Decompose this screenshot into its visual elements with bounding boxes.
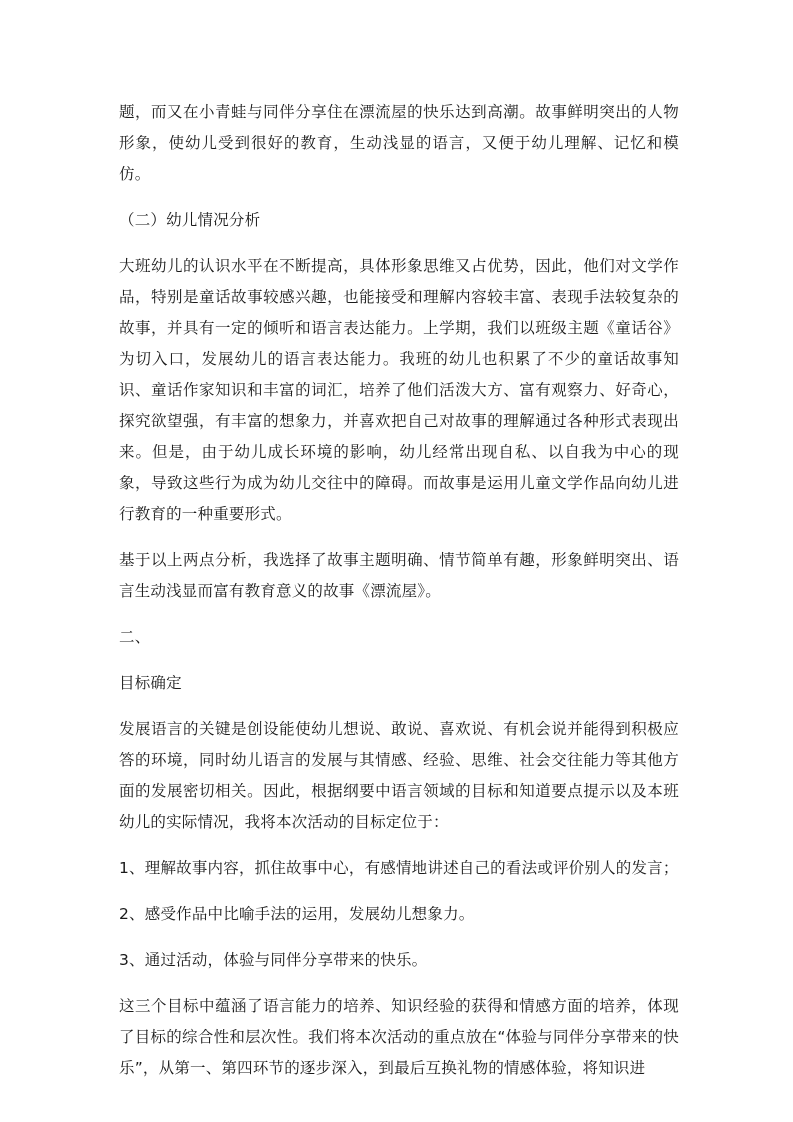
paragraph-goals-intro: 发展语言的关键是创设能使幼儿想说、敢说、喜欢说、有机会说并能得到积极应答的环境，同时幼儿语言的发展与其情感、经验、思维、社会交往能力等其他方面的发展密切相关。因此，根据纲要中语言领域的目标和知道要点提示以及本班幼儿的实际情况，我将本次活动的目标定位于： xyxy=(119,720,679,831)
paragraph-goals-summary: 这三个目标中蕴涵了语言能力的培养、知识经验的获得和情感方面的培养，体现了目标的综合性和层次性。我们将本次活动的重点放在“体验与同伴分享带来的快乐”，从第一、第四环节的逐步深入，到最后互换礼物的情感体验，将知识进 xyxy=(119,997,679,1077)
section-number: 二、 xyxy=(119,628,151,646)
heading-goals: 目标确定 xyxy=(119,674,182,692)
heading-child-analysis: （二）幼儿情况分析 xyxy=(119,211,261,229)
paragraph-child-analysis: 大班幼儿的认识水平在不断提高，具体形象思维又占优势，因此，他们对文学作品，特别是童话故事较感兴趣，也能接受和理解内容较丰富、表现手法较复杂的故事，并具有一定的倾听和语言表达能力。上学期，我们以班级主题《童话谷》为切入口，发展幼儿的语言表达能力。我班的幼儿也积累了不少的童话故事知识、童话作家知识和丰富的词汇，培养了他们活泼大方、富有观察力、好奇心，探究欲望强，有丰富的想象力，并喜欢把自己对故事的理解通过各种形式表现出来。但是，由于幼儿成长环境的影响，幼儿经常出现自私、以自我为中心的现象，导致这些行为成为幼儿交往中的障碍。而故事是运用儿童文学作品向幼儿进行教育的一种重要形式。 xyxy=(119,257,679,523)
goal-item-2: 2、感受作品中比喻手法的运用，发展幼儿想象力。 xyxy=(119,905,475,923)
paragraph-story-summary: 题，而又在小青蛙与同伴分享住在漂流屋的快乐达到高潮。故事鲜明突出的人物形象，使幼儿受到很好的教育，生动浅显的语言，又便于幼儿理解、记忆和模仿。 xyxy=(119,103,679,183)
goal-item-1: 1、理解故事内容，抓住故事中心，有感情地讲述自己的看法或评价别人的发言； xyxy=(119,859,679,877)
goal-item-3: 3、通过活动，体验与同伴分享带来的快乐。 xyxy=(119,951,428,969)
document-body xyxy=(119,97,679,1084)
paragraph-conclusion: 基于以上两点分析，我选择了故事主题明确、情节简单有趣，形象鲜明突出、语言生动浅显而富有教育意义的故事《漂流屋》。 xyxy=(119,551,679,600)
